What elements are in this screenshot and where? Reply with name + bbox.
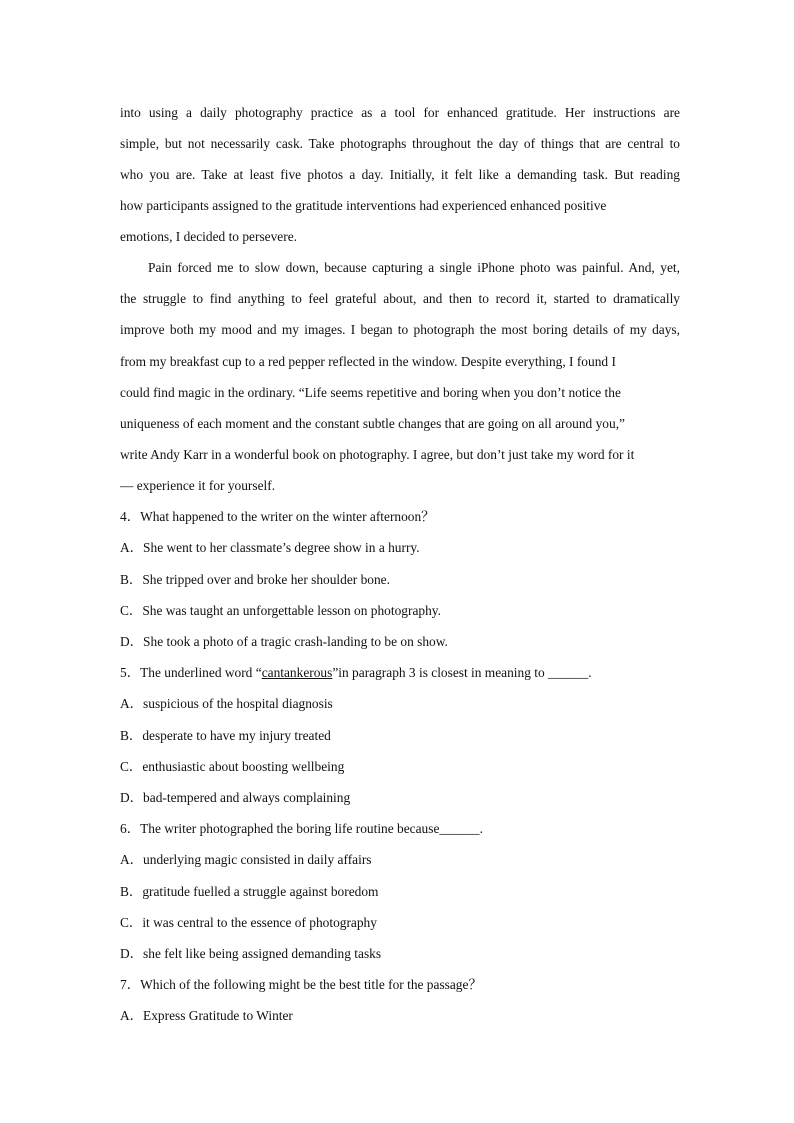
passage-line: emotions, I decided to persevere. [120,229,297,244]
question-5-option-c: C．enthusiastic about boosting wellbeing [120,759,345,774]
passage-line: could find magic in the ordinary. “Life seems repetitive and boring when you don’t notice the [120,385,621,400]
question-4-option-c: C．She was taught an unforgettable lesson on photography. [120,603,441,618]
passage-line: uniqueness of each moment and the constant subtle changes that are going on all around you,” [120,416,625,431]
question-4-stem: 4．What happened to the writer on the winter afternoon？ [120,509,435,524]
question-5-stem-pre: 5．The underlined word “ [120,665,262,680]
passage-line: from my breakfast cup to a red pepper reflected in the window. Despite everything, I found I [120,354,616,369]
question-6-option-c: C．it was central to the essence of photography [120,915,377,930]
question-5-stem [120,663,680,683]
question-7-stem: 7．Which of the following might be the best title for the passage？ [120,977,482,992]
passage-line: the struggle to find anything to feel grateful about, and then to record it, started to dramatically [120,291,680,306]
question-6-option-a: A．underlying magic consisted in daily affairs [120,852,372,867]
passage-line: improve both my mood and my images. I began to photograph the most boring details of my days, [120,322,680,337]
passage-line: into using a daily photography practice as a tool for enhanced gratitude. Her instructions are [120,105,680,120]
question-5-stem-post: ”in paragraph 3 is closest in meaning to ______. [332,665,592,680]
question-4-option-b: B．She tripped over and broke her shoulder bone. [120,572,390,587]
underlined-word: cantankerous [261,665,333,680]
passage-line: — experience it for yourself. [120,478,276,493]
question-5-option-b: B．desperate to have my injury treated [120,728,331,743]
passage-line: write Andy Karr in a wonderful book on photography. I agree, but don’t just take my word for it [120,447,635,462]
question-6-option-d: D．she felt like being assigned demanding tasks [120,946,382,961]
question-7-option-a: A．Express Gratitude to Winter [120,1008,293,1023]
question-6-option-b: B．gratitude fuelled a struggle against boredom [120,884,379,899]
passage-line: who you are. Take at least five photos a day. Initially, it felt like a demanding task. But reading [120,167,680,182]
question-6-stem: 6．The writer photographed the boring life routine because______. [120,821,483,836]
question-4-option-a: A．She went to her classmate’s degree show in a hurry. [120,540,420,555]
question-4-option-d: D．She took a photo of a tragic crash-landing to be on show. [120,634,448,649]
passage-line: Pain forced me to slow down, because capturing a single iPhone photo was painful. And, yet, [148,260,680,275]
question-5-option-a: A．suspicious of the hospital diagnosis [120,696,333,711]
passage-line: simple, but not necessarily cask. Take photographs throughout the day of things that are central to [120,136,680,151]
passage-line: how participants assigned to the gratitude interventions had experienced enhanced positive [120,198,607,213]
question-5-option-d: D．bad-tempered and always complaining [120,790,351,805]
